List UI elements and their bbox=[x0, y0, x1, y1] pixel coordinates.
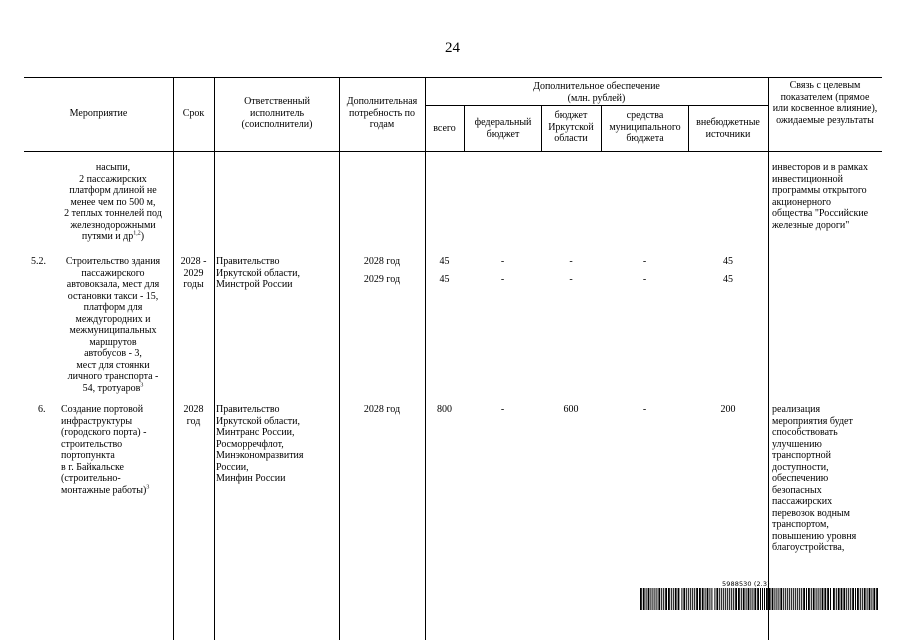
event-text: Создание портовой инфраструктуры (городского порта) - строительство портопункта в г. Байкальске (строительно- монтажные работы)$^3$ bbox=[61, 404, 150, 496]
column-divider bbox=[173, 77, 174, 640]
link-text: инвесторов и в рамках инвестиционной программы открытого акционерного общества "Российские железные дороги" bbox=[772, 162, 869, 231]
header-executor: Ответственный исполнитель (соисполнители) bbox=[241, 96, 313, 130]
funding-regional: - bbox=[569, 274, 573, 285]
row-number: 5.2. bbox=[31, 256, 46, 267]
funding-offbudget: 45 bbox=[723, 256, 733, 267]
column-divider bbox=[425, 77, 426, 640]
funding-offbudget: 200 bbox=[720, 404, 736, 415]
header-funding: Дополнительное обеспечение (млн. рублей) bbox=[533, 81, 660, 104]
header-offbudget: внебюджетные источники bbox=[696, 117, 760, 140]
executor-text: Правительство Иркутской области, Минтранс России, Росморречфлот, Минэкономразвития России, Минфин России bbox=[216, 404, 304, 484]
funding-subheader-border bbox=[425, 105, 768, 106]
event-text: насыпи, 2 пассажирских платформ длиной не менее чем по 500 м, 2 теплых тоннелей под железнодорожными путями и др$^{1,2}$) bbox=[64, 162, 162, 242]
table-top-border bbox=[24, 77, 882, 78]
link-text: реализация мероприятия будет способствовать улучшению транспортной доступности, обеспечению безопасных пассажирских перевозок водным транспортом, повышению уровня благоустройства, bbox=[772, 404, 857, 553]
header-link: Связь с целевым показателем (прямое или косвенное влияние), ожидаемые результаты bbox=[772, 80, 878, 126]
header-event: Мероприятие bbox=[69, 108, 128, 119]
need-year: 2028 год bbox=[363, 256, 401, 267]
funding-regional: - bbox=[569, 256, 573, 267]
column-divider bbox=[768, 77, 769, 640]
header-term: Срок bbox=[182, 108, 205, 119]
funding-federal: - bbox=[500, 404, 505, 415]
column-divider bbox=[214, 77, 215, 640]
funding-federal: - bbox=[500, 256, 505, 267]
term-text: 2028 - 2029 годы bbox=[180, 256, 207, 290]
event-text: Строительство здания пассажирского автовокзала, мест для остановки такси - 15, платформ для междугородних и межмуниципальных маршрутов автобусов - 3, мест для стоянки личного транспорта - 54, тротуаров$^3$ bbox=[65, 256, 161, 394]
barcode bbox=[640, 588, 880, 610]
executor-text: Правительство Иркутской области, Минстрой России bbox=[216, 256, 300, 290]
page-number: 24 bbox=[445, 40, 460, 56]
need-year: 2029 год bbox=[363, 274, 401, 285]
header-need: Дополнительная потребность по годам bbox=[346, 96, 418, 130]
header-regional: бюджет Иркутской области bbox=[548, 110, 594, 144]
funding-regional: 600 bbox=[563, 404, 579, 415]
header-municipal: средства муниципального бюджета bbox=[609, 110, 681, 144]
funding-municipal: - bbox=[642, 404, 647, 415]
funding-federal: - bbox=[500, 274, 505, 285]
funding-municipal: - bbox=[642, 256, 647, 267]
term-text: 2028 год bbox=[183, 404, 204, 427]
funding-total: 45 bbox=[439, 256, 450, 267]
column-divider bbox=[464, 105, 465, 151]
funding-offbudget: 45 bbox=[723, 274, 733, 285]
row-number: 6. bbox=[38, 404, 46, 415]
column-divider bbox=[601, 105, 602, 151]
header-federal: федеральный бюджет bbox=[474, 117, 532, 140]
header-total: всего bbox=[433, 123, 456, 134]
column-divider bbox=[339, 77, 340, 640]
funding-municipal: - bbox=[642, 274, 647, 285]
table-header-bottom-border bbox=[24, 151, 882, 152]
funding-total: 800 bbox=[437, 404, 452, 415]
funding-total: 45 bbox=[439, 274, 450, 285]
barcode-label: 5988530 (2.3) bbox=[722, 580, 770, 588]
need-year: 2028 год bbox=[363, 404, 401, 415]
